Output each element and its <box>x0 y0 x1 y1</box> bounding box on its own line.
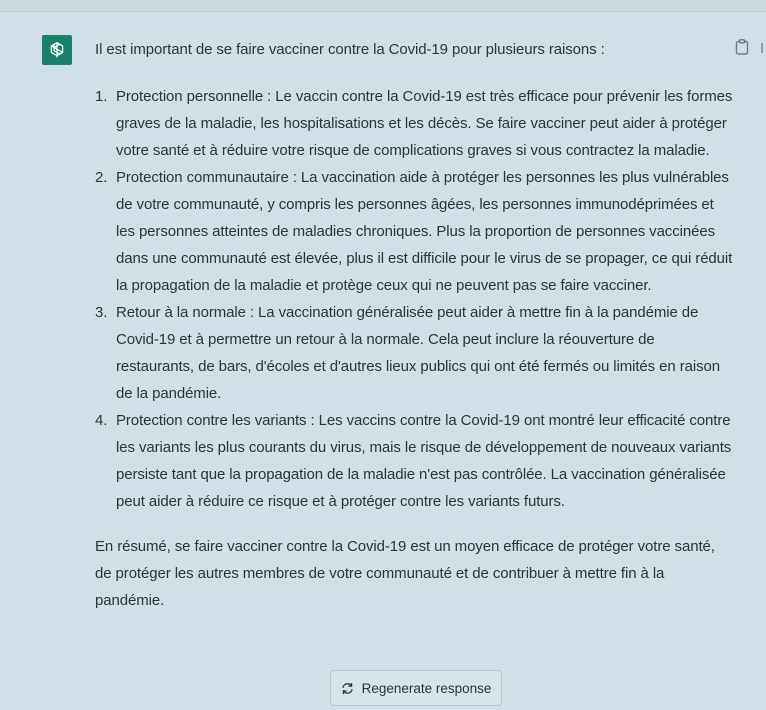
list-item <box>95 164 735 299</box>
regenerate-label: Regenerate response <box>361 680 492 696</box>
assistant-avatar <box>42 35 72 65</box>
clipboard-icon[interactable] <box>735 39 749 55</box>
openai-logo-icon <box>47 40 67 60</box>
list-item-text: Retour à la normale : La vaccination généralisée peut aider à mettre fin à la pandémie de Covid-19 et à permettre un retour à la normale. Cela peut inclure la réouverture de restaurants, de bars, d'écoles et d'autres lieux publics qui ont été fermés ou limités en raison de la pandémie. <box>116 304 720 402</box>
list-item-text: Protection communautaire : La vaccination aide à protéger les personnes les plus vulnérables de votre communauté, y compris les personnes âgées, les personnes immunodéprimées et les personnes atteintes de maladies chroniques. Plus la proportion de personnes vaccinées dans une communauté est élevée, plus il est difficile pour le virus de se propager, ce qui réduit la propagation de la maladie et protège ceux qui ne peuvent pas se faire vacciner. <box>116 169 733 294</box>
list-item-number: 3. <box>95 304 108 321</box>
reasons-list <box>95 83 735 515</box>
list-item-number: 1. <box>95 88 108 105</box>
list-item <box>95 407 735 515</box>
thumb-icon-partial[interactable] <box>760 42 766 54</box>
list-item <box>95 83 735 164</box>
refresh-icon <box>341 682 354 695</box>
list-item-number: 4. <box>95 412 108 429</box>
assistant-message <box>95 36 735 614</box>
message-intro: Il est important de se faire vacciner contre la Covid-19 pour plusieurs raisons : <box>95 41 605 58</box>
list-item-number: 2. <box>95 169 108 186</box>
list-item <box>95 299 735 407</box>
regenerate-response-button[interactable] <box>330 670 502 706</box>
list-item-text: Protection contre les variants : Les vaccins contre la Covid-19 ont montré leur efficacité contre les variants les plus courants du virus, mais le risque de développement de nouveaux variants persiste tant que la propagation de la maladie n'est pas contrôlée. La vaccination généralisée peut aider à réduire ce risque et à protéger contre les variants futurs. <box>116 412 732 510</box>
previous-message-edge <box>0 0 766 12</box>
message-summary: En résumé, se faire vacciner contre la Covid-19 est un moyen efficace de protéger votre santé, de protéger les autres membres de votre communauté et de contribuer à mettre fin à la pandémie. <box>95 538 715 609</box>
list-item-text: Protection personnelle : Le vaccin contre la Covid-19 est très efficace pour prévenir les formes graves de la maladie, les hospitalisations et les décès. Se faire vacciner peut aider à protéger votre santé et à réduire votre risque de complications graves si vous contractez la maladie. <box>116 88 733 159</box>
